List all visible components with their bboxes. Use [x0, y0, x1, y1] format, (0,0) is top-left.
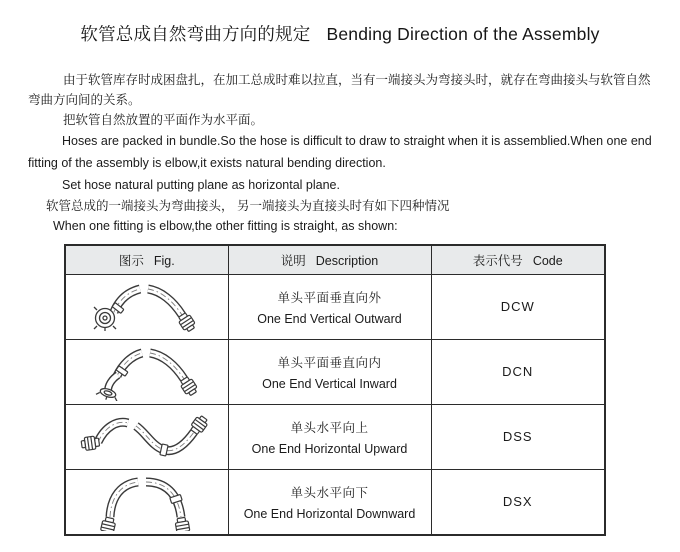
- description-english: One End Vertical Inward: [262, 377, 397, 391]
- hose-one-end-vertical-outward-icon: [72, 278, 222, 336]
- table-row: [65, 405, 605, 470]
- code-cell: [431, 405, 605, 470]
- paragraph-chinese-2: 把软管自然放置的平面作为水平面。: [63, 113, 264, 127]
- table-row: [65, 470, 605, 536]
- header-description-cn: 说明: [280, 254, 306, 268]
- description-cell: [228, 275, 431, 340]
- paragraph-english-3: When one fitting is elbow,the other fitting is straight, as shown:: [53, 219, 398, 233]
- description-english: One End Horizontal Upward: [251, 442, 408, 456]
- hose-one-end-horizontal-upward-icon: [72, 408, 222, 466]
- description-cell: [228, 405, 431, 470]
- code-cell: [431, 340, 605, 405]
- description-english: One End Vertical Outward: [257, 312, 402, 326]
- hose-one-end-horizontal-downward-icon: [72, 473, 222, 531]
- header-fig-en: Fig.: [153, 254, 175, 268]
- description-cell: [228, 340, 431, 405]
- code-cell: [431, 275, 605, 340]
- header-fig-cn: 图示: [118, 254, 144, 268]
- header-description: [228, 245, 431, 275]
- paragraph-english-2: Set hose natural putting plane as horizontal plane.: [62, 178, 340, 192]
- hose-one-end-vertical-inward-icon: [72, 343, 222, 401]
- code-value: DSS: [502, 429, 533, 444]
- code-value: DSX: [502, 494, 533, 509]
- table-row: [65, 275, 605, 340]
- fig-cell: [65, 340, 228, 405]
- fig-cell: [65, 405, 228, 470]
- description-chinese: 单头水平向上: [290, 421, 369, 435]
- description-chinese: 单头平面垂直向内: [277, 356, 382, 370]
- table-row: [65, 340, 605, 405]
- body-text: [28, 70, 660, 236]
- page-title: [0, 0, 680, 46]
- header-fig: [65, 245, 228, 275]
- description-chinese: 单头平面垂直向外: [277, 291, 382, 305]
- header-code-cn: 表示代号: [472, 254, 523, 268]
- fig-cell: [65, 470, 228, 536]
- description-english: One End Horizontal Downward: [243, 507, 416, 521]
- paragraph-chinese-1: 由于软管库存时成困盘扎，在加工总成时难以拉直，当有一端接头为弯接头时，就存在弯曲接头与软管自然弯曲方向间的关系。: [28, 73, 651, 107]
- paragraph-english-1: Hoses are packed in bundle.So the hose is difficult to draw to straight when it is assemblied.When one end fitting of the assembly is elbow,it exists natural bending direction.: [28, 134, 652, 170]
- fig-cell: [65, 275, 228, 340]
- code-value: DCN: [502, 364, 534, 379]
- code-cell: [431, 470, 605, 536]
- description-cell: [228, 470, 431, 536]
- code-value: DCW: [500, 299, 535, 314]
- header-description-en: Description: [315, 254, 379, 268]
- bending-direction-table: [64, 244, 606, 536]
- paragraph-chinese-3: 软管总成的一端接头为弯曲接头， 另一端接头为直接头时有如下四种情况: [46, 199, 450, 213]
- header-code: [431, 245, 605, 275]
- page-title-chinese: 软管总成自然弯曲方向的规定: [80, 24, 311, 44]
- description-chinese: 单头水平向下: [290, 486, 369, 500]
- table-header-row: [65, 245, 605, 275]
- page-title-english: Bending Direction of the Assembly: [326, 24, 600, 44]
- header-code-en: Code: [532, 254, 563, 268]
